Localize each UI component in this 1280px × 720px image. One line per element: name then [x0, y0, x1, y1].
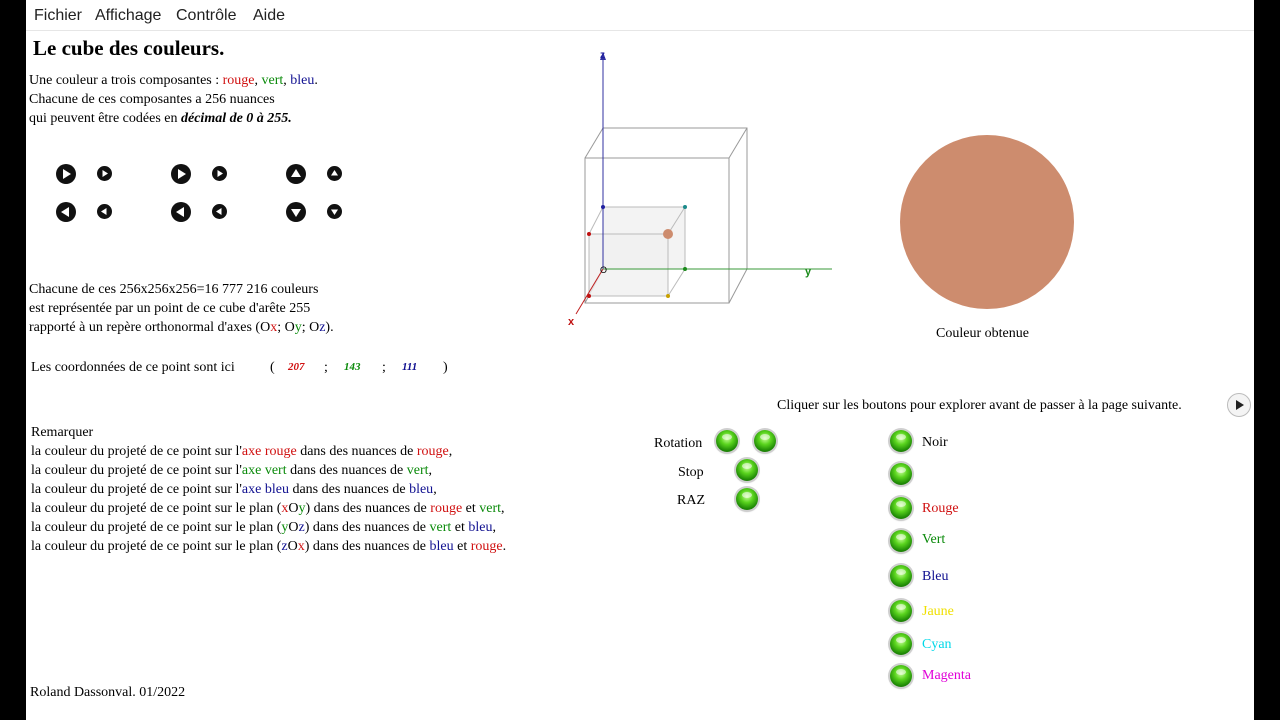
green-decrease-button[interactable] [212, 204, 227, 219]
remark-line: la couleur du projeté de ce point sur le plan (xOy) dans des nuances de rouge et vert, [31, 501, 505, 516]
rotation-label: Rotation [654, 436, 703, 451]
preset-white-button[interactable] [890, 463, 912, 485]
coord-blue-value: 111 [402, 361, 418, 373]
preset-black-label: Noir [922, 435, 948, 450]
yz-projection-point [683, 205, 687, 209]
menu-affichage[interactable]: Affichage [95, 7, 162, 24]
green-increase-fast-button[interactable] [171, 164, 191, 184]
coords-semicolon: ; [382, 360, 386, 375]
blue-increase-fast-button[interactable] [286, 164, 306, 184]
play-right-icon [56, 164, 76, 184]
remark-line: la couleur du projeté de ce point sur l'axe bleu dans des nuances de bleu, [31, 482, 437, 497]
main-page [26, 0, 1254, 720]
xz-projection-point [587, 294, 591, 298]
play-down-icon [327, 204, 342, 219]
axis-y-label: y [805, 266, 812, 278]
play-down-icon [286, 202, 306, 222]
coords-close-paren: ) [443, 360, 448, 375]
preset-magenta-label: Magenta [922, 668, 971, 683]
y-projection-point [683, 267, 687, 271]
blue-decrease-fast-button[interactable] [286, 202, 306, 222]
preset-red-label: Rouge [922, 501, 959, 516]
intro-line-2: Chacune de ces composantes a 256 nuances [29, 92, 275, 107]
intro-line-1: Une couleur a trois composantes : rouge, vert, bleu. [29, 73, 318, 88]
coord-green-value: 143 [344, 361, 361, 373]
origin-label: O [600, 265, 608, 275]
cube-edge [585, 128, 603, 158]
axis-x-label: x [568, 316, 575, 328]
cube-edge [729, 128, 747, 158]
cube-edge [729, 269, 747, 303]
preset-cyan-label: Cyan [922, 637, 952, 652]
raz-button[interactable] [736, 488, 758, 510]
preset-blue-button[interactable] [890, 565, 912, 587]
remark-line: la couleur du projeté de ce point sur le plan (yOz) dans des nuances de vert et bleu, [31, 520, 496, 535]
blue-decrease-button[interactable] [327, 204, 342, 219]
remark-line: la couleur du projeté de ce point sur le plan (zOx) dans des nuances de bleu et rouge. [31, 539, 507, 554]
play-left-icon [97, 204, 112, 219]
play-right-icon [97, 166, 112, 181]
play-right-icon [171, 164, 191, 184]
preset-blue-label: Bleu [922, 569, 949, 584]
xy-projection-point [666, 294, 670, 298]
red-increase-fast-button[interactable] [56, 164, 76, 184]
next-page-button[interactable] [1227, 393, 1251, 417]
cube-text-line-3: rapporté à un repère orthonormal d'axes (Ox; Oy; Oz). [29, 320, 334, 335]
preset-green-label: Vert [922, 532, 946, 547]
cube-text-line-1: Chacune de ces 256x256x256=16 777 216 couleurs [29, 282, 319, 297]
preset-magenta-button[interactable] [890, 665, 912, 687]
color-cube-diagram[interactable] [562, 40, 832, 330]
preset-yellow-button[interactable] [890, 600, 912, 622]
color-point [663, 229, 673, 239]
blue-increase-button[interactable] [327, 166, 342, 181]
remark-line: la couleur du projeté de ce point sur l'axe vert dans des nuances de vert, [31, 463, 433, 478]
coords-label: Les coordonnées de ce point sont ici [31, 360, 235, 375]
play-left-icon [171, 202, 191, 222]
preset-red-button[interactable] [890, 497, 912, 519]
color-caption: Couleur obtenue [936, 326, 1029, 341]
menu-bar [26, 0, 1254, 31]
axis-z-label: z [600, 50, 605, 61]
preset-green-button[interactable] [890, 530, 912, 552]
instruction-text: Cliquer sur les boutons pour explorer avant de passer à la page suivante. [777, 398, 1182, 413]
play-left-icon [212, 204, 227, 219]
x-projection-point [587, 232, 591, 236]
color-swatch [900, 135, 1074, 309]
rotation-left-button[interactable] [716, 430, 738, 452]
green-decrease-fast-button[interactable] [171, 202, 191, 222]
remark-line: la couleur du projeté de ce point sur l'axe rouge dans des nuances de rouge, [31, 444, 453, 459]
stop-button[interactable] [736, 459, 758, 481]
play-up-icon [327, 166, 342, 181]
play-right-icon [212, 166, 227, 181]
preset-cyan-button[interactable] [890, 633, 912, 655]
red-increase-button[interactable] [97, 166, 112, 181]
preset-black-button[interactable] [890, 430, 912, 452]
z-projection-point [601, 205, 605, 209]
menu-controle[interactable]: Contrôle [176, 7, 237, 24]
preset-yellow-label: Jaune [922, 604, 954, 619]
page-title: Le cube des couleurs. [33, 36, 225, 60]
coords-open-paren: ( [270, 360, 275, 375]
red-decrease-button[interactable] [97, 204, 112, 219]
menu-fichier[interactable]: Fichier [34, 7, 83, 24]
menu-aide[interactable]: Aide [253, 7, 286, 24]
play-right-icon [1228, 394, 1250, 416]
raz-label: RAZ [677, 493, 705, 508]
coord-red-value: 207 [288, 361, 305, 373]
green-increase-button[interactable] [212, 166, 227, 181]
cube-text-line-2: est représentée par un point de ce cube d'arête 255 [29, 301, 311, 316]
remarks-heading: Remarquer [31, 425, 94, 440]
author-credit: Roland Dassonval. 01/2022 [30, 685, 186, 700]
play-left-icon [56, 202, 76, 222]
rotation-right-button[interactable] [754, 430, 776, 452]
intro-line-3: qui peuvent être codées en décimal de 0 à 255. [29, 111, 292, 126]
red-decrease-fast-button[interactable] [56, 202, 76, 222]
stop-label: Stop [678, 465, 704, 480]
coords-semicolon: ; [324, 360, 328, 375]
play-up-icon [286, 164, 306, 184]
